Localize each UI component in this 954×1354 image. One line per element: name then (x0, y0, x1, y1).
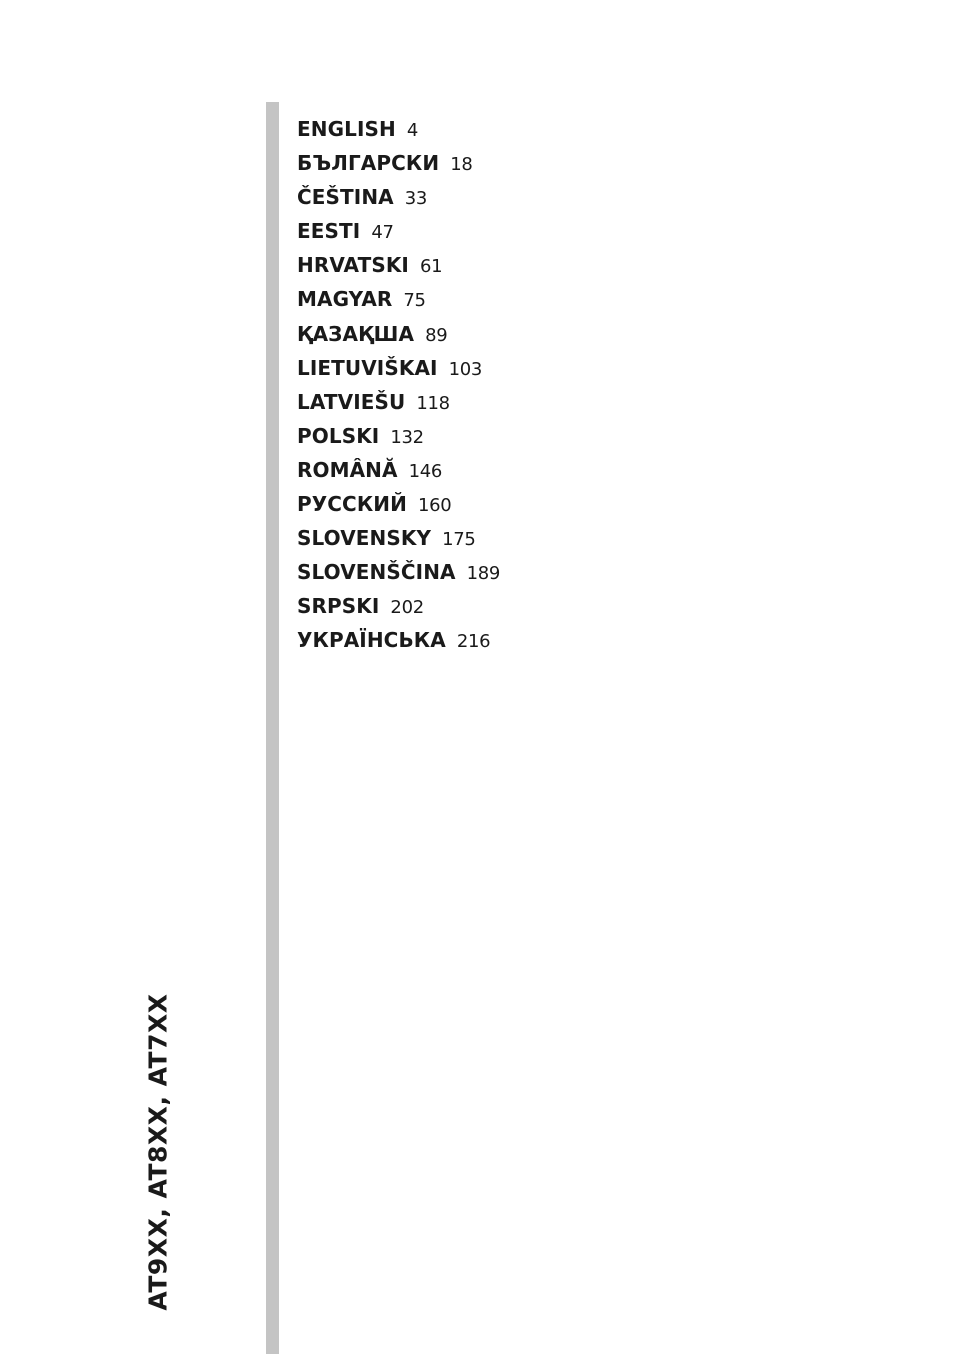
toc-language: LIETUVIŠKAI (297, 355, 438, 380)
toc-language: EESTI (297, 219, 361, 244)
toc-entry[interactable] (297, 351, 500, 385)
toc-page-number: 189 (466, 563, 501, 585)
toc-language: SLOVENSKY (297, 526, 432, 551)
toc-page-number: 160 (417, 495, 452, 517)
toc-language: SLOVENŠČINA (297, 560, 456, 585)
toc-page-number: 146 (408, 460, 443, 482)
toc-language: LATVIEŠU (297, 389, 406, 414)
toc-language: ENGLISH (297, 117, 396, 141)
toc-entry[interactable] (297, 317, 500, 351)
toc-page-number: 202 (390, 597, 424, 619)
toc-entry[interactable] (297, 555, 500, 589)
toc-page-number: 132 (390, 426, 424, 448)
toc-entry[interactable] (297, 453, 500, 487)
toc-language: ҚАЗАҚША (297, 321, 415, 346)
toc-entry[interactable] (297, 385, 500, 419)
toc-language: SRPSKI (297, 594, 380, 619)
toc-language: ČEŠTINA (297, 185, 394, 210)
toc-language: MAGYAR (297, 287, 393, 312)
table-of-contents (297, 112, 500, 658)
toc-entry[interactable] (297, 487, 500, 521)
toc-page-number: 47 (371, 222, 394, 244)
toc-page-number: 75 (403, 290, 426, 312)
toc-page-number: 118 (416, 392, 450, 414)
model-number-label: AT9XX, AT8XX, AT7XX (143, 993, 173, 1311)
toc-entry[interactable] (297, 589, 500, 623)
toc-page-number: 175 (442, 529, 476, 551)
toc-entry[interactable] (297, 521, 500, 555)
toc-entry[interactable] (297, 180, 500, 214)
toc-page-number: 33 (404, 188, 428, 210)
side-bar-divider (266, 102, 279, 1354)
toc-entry[interactable] (297, 248, 500, 282)
toc-language: HRVATSKI (297, 253, 409, 278)
toc-language: РУССКИЙ (297, 492, 407, 517)
toc-entry[interactable] (297, 146, 500, 180)
toc-page-number: 18 (450, 154, 473, 176)
toc-entry[interactable] (297, 419, 500, 453)
toc-language: УКРАЇНСЬКА (297, 628, 446, 653)
toc-language: БЪЛГАРСКИ (297, 151, 440, 176)
toc-page-number: 103 (448, 358, 483, 380)
toc-entry[interactable] (297, 623, 500, 657)
toc-page-number: 89 (425, 324, 448, 346)
toc-page-number: 4 (406, 120, 419, 141)
toc-entry[interactable] (297, 214, 500, 248)
toc-entry[interactable] (297, 282, 500, 316)
toc-page-number: 216 (456, 631, 491, 653)
toc-entry[interactable] (297, 112, 500, 146)
toc-page-number: 61 (419, 256, 443, 278)
toc-language: POLSKI (297, 423, 380, 448)
toc-language: ROMÂNĂ (297, 457, 398, 482)
